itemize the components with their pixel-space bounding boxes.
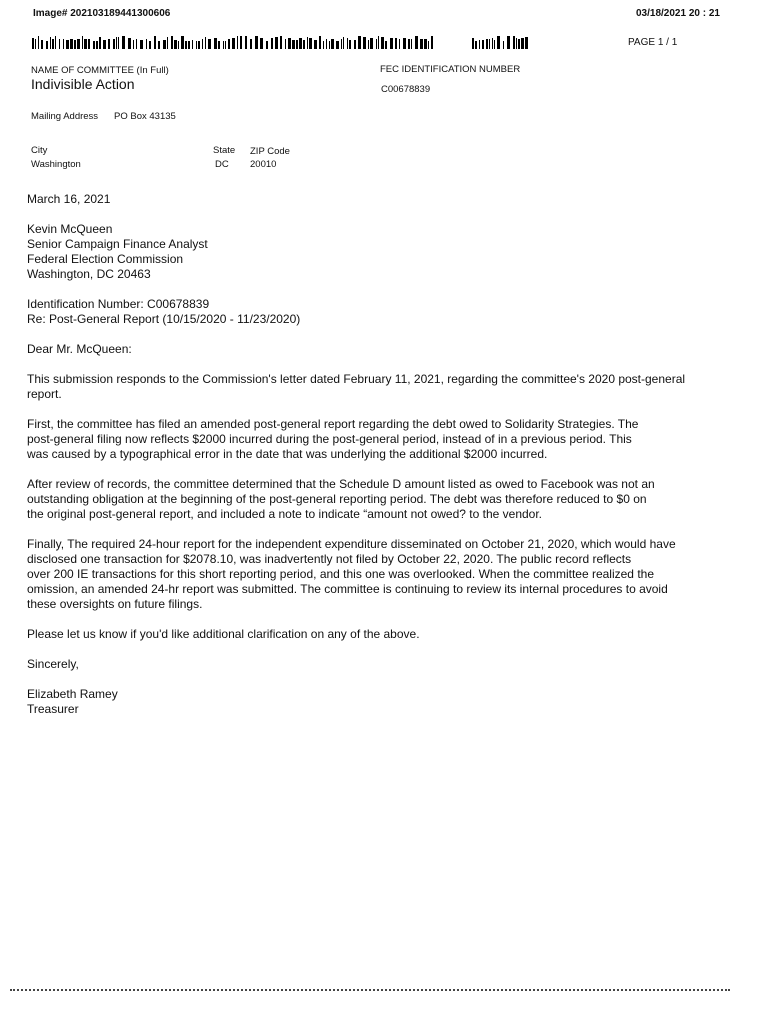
city-label: City [31, 145, 48, 156]
letter-body [27, 192, 727, 732]
reference-line: Identification Number: C00678839 [27, 297, 210, 311]
state-value: DC [215, 159, 229, 170]
paragraph-5: Please let us know if you'd like additional clarification on any of the above. [27, 627, 420, 641]
page-footer-divider [10, 989, 730, 993]
signer-name: Elizabeth Ramey [27, 687, 118, 701]
recipient-line: Senior Campaign Finance Analyst [27, 237, 208, 251]
paragraph-line: Finally, The required 24-hour report for the independent expenditure disseminated on October 21, 2020, which would have [27, 537, 676, 551]
paragraph-line: This submission responds to the Commission's letter dated February 11, 2021, regarding the committee's 2020 post-general [27, 372, 686, 386]
barcode-graphic [32, 34, 532, 50]
fec-id-label: FEC IDENTIFICATION NUMBER [380, 64, 521, 75]
letter-date: March 16, 2021 [27, 192, 111, 206]
signature-block [27, 687, 727, 717]
salutation: Dear Mr. McQueen: [27, 342, 132, 356]
paragraph-line: the original post-general report, and included a note to indicate “amount not owed? to the vendor. [27, 507, 543, 521]
city-value: Washington [31, 159, 81, 170]
paragraph-line: post-general filing now reflects $2000 incurred during the post-general period, instead of in a previous period. This [27, 432, 632, 446]
committee-name: Indivisible Action [31, 76, 135, 92]
page-indicator: PAGE 1 / 1 [628, 37, 678, 48]
committee-name-label: NAME OF COMMITTEE (In Full) [31, 65, 169, 76]
recipient-line: Federal Election Commission [27, 252, 184, 266]
paragraph-line: outstanding obligation at the beginning of the post-general reporting period. The debt was therefore reduced to $0 on [27, 492, 647, 506]
mailing-address-label: Mailing Address [31, 111, 99, 122]
reference-line: Re: Post-General Report (10/15/2020 - 11/23/2020) [27, 312, 301, 326]
recipient-block [27, 222, 727, 282]
fec-id-value: C00678839 [381, 84, 431, 95]
zip-label: ZIP Code [250, 146, 290, 157]
paragraph-line: was caused by a typographical error in the date that was underlying the additional $2000 incurred. [27, 447, 548, 461]
recipient-line: Kevin McQueen [27, 222, 113, 236]
recipient-line: Washington, DC 20463 [27, 267, 151, 281]
closing: Sincerely, [27, 657, 79, 671]
image-number: Image# 202103189441300606 [33, 8, 171, 19]
paragraph-line: omission, an amended 24-hr report was submitted. The committee is continuing to review its internal procedures to avoid [27, 582, 668, 596]
paragraph-line: disclosed one transaction for $2078.10, was inadvertently not filed by October 22, 2020. The public record reflects [27, 552, 632, 566]
filing-timestamp: 03/18/2021 20 : 21 [636, 8, 720, 19]
reference-block [27, 297, 727, 327]
barcode-glyphs [32, 34, 532, 50]
paragraph-3 [27, 477, 727, 522]
zip-value: 20010 [250, 159, 277, 170]
paragraph-line: these oversights on future filings. [27, 597, 203, 611]
paragraph-1 [27, 372, 727, 402]
paragraph-line: After review of records, the committee determined that the Schedule D amount listed as owed to Facebook was not an [27, 477, 655, 491]
signer-title: Treasurer [27, 702, 79, 716]
paragraph-4 [27, 537, 727, 612]
paragraph-2 [27, 417, 727, 462]
mailing-address-value: PO Box 43135 [114, 111, 176, 122]
paragraph-line: First, the committee has filed an amended post-general report regarding the debt owed to Solidarity Strategies. The [27, 417, 639, 431]
paragraph-line: report. [27, 387, 62, 401]
paragraph-line: over 200 IE transactions for this short reporting period, and this one was overlooked. When the committee realized the [27, 567, 654, 581]
state-label: State [213, 145, 236, 156]
